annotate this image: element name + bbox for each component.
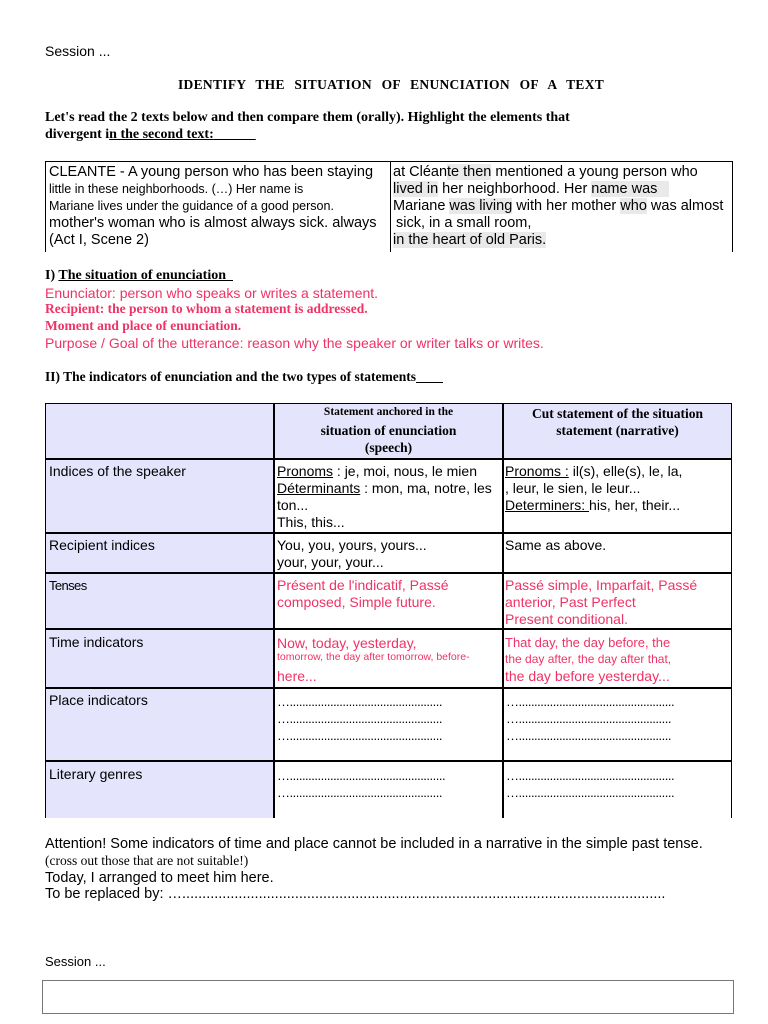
tenses-narrative-line: Present conditional. (505, 611, 628, 627)
table-column-separator (502, 403, 504, 818)
recipient-narrative-line: Same as above. (505, 537, 607, 553)
enunciator-definition: Enunciator: person who speaks or writes a statement. (45, 285, 379, 301)
pronoms-label: Pronoms : (505, 463, 569, 479)
table-column-separator (273, 403, 275, 818)
place-narrative-blank[interactable]: …................................................. (506, 711, 671, 726)
pronoms-values: il(s), elle(s), le, la, (568, 463, 683, 479)
table-border-right (731, 403, 732, 818)
table-header-separator (45, 458, 732, 460)
genres-narrative-blank[interactable]: ….................................................. (506, 768, 675, 783)
instructions-line2 (45, 127, 256, 143)
attention-note: Attention! Some indicators of time and place cannot be included in a narrative in the simple past tense. (45, 836, 703, 852)
col2-header-line: (speech) (364, 440, 413, 455)
highlighted-text: name was (591, 181, 658, 197)
text-segment: was almost (646, 198, 724, 214)
text-segment: mentioned a young person who (491, 164, 698, 180)
left-text-line: mother's woman who is almost always sick. always (49, 215, 377, 231)
col3-header-line: Cut statement of the situation (532, 406, 703, 421)
table-border-top (45, 403, 732, 404)
left-text-line: little in these neighborhoods. (…) Her name is (49, 182, 304, 196)
genres-narrative-blank[interactable]: ….................................................. (506, 785, 675, 800)
place-speech-blank[interactable]: …................................................. (277, 694, 442, 709)
section2-title: II) The indicators of enunciation and the two types of statements (45, 369, 417, 384)
time-speech-line: Now, today, yesterday, (277, 635, 417, 651)
place-speech-blank[interactable]: …................................................. (277, 728, 442, 743)
table-row-separator (45, 687, 732, 689)
tenses-narrative-line: Passé simple, Imparfait, Passé (505, 577, 698, 593)
table-row-separator (45, 532, 732, 534)
right-text-line (393, 164, 698, 180)
text-segment: with her mother (512, 198, 621, 214)
example-sentence: Today, I arranged to meet him here. (45, 870, 274, 886)
recipient-speech-line: You, you, yours, yours... (277, 537, 427, 553)
section1-underline-tail (226, 268, 233, 283)
left-text-line: CLEANTE - A young person who has been staying (49, 164, 374, 180)
time-narrative-line: the day before yesterday... (505, 668, 670, 684)
section1-number: I) (45, 268, 59, 283)
right-text-line (393, 198, 723, 214)
section1-title: The situation of enunciation (58, 268, 226, 283)
table-border-left (45, 403, 46, 818)
col2-header-line: Statement anchored in the (323, 406, 454, 418)
session-label: Session ... (45, 43, 111, 59)
instructions-line1: Let's read the 2 texts below and then compare them (orally). Highlight the elements that (45, 110, 570, 125)
table-row-separator (45, 628, 732, 630)
footer-session-label: Session ... (45, 954, 106, 969)
determiners-label: Determiners: (505, 497, 590, 513)
recipient-definition: Recipient: the person to whom a statement is addressed. (45, 301, 368, 316)
speaker-speech-line (277, 463, 477, 480)
speaker-speech-line (277, 480, 492, 497)
attention-instruction: (cross out those that are not suitable!) (45, 853, 249, 868)
purpose-definition: Purpose / Goal of the utterance: reason why the speaker or writer talks or writes. (45, 335, 544, 351)
place-narrative-blank[interactable]: …................................................. (506, 728, 671, 743)
text-segment: her neighborhood. Her (438, 181, 592, 197)
text-segment: at Cléan (393, 164, 448, 180)
footer-box (42, 980, 734, 1014)
recipient-speech-line: your, your, your... (277, 554, 384, 570)
moment-definition: Moment and place of enunciation. (45, 318, 242, 333)
speaker-narrative-line (505, 463, 682, 480)
text-comparison-divider (390, 162, 391, 252)
time-narrative-line: the day after, the day after that, (505, 652, 672, 666)
text-segment: Mariane (393, 198, 450, 214)
right-text-line (393, 232, 546, 248)
left-text-line: Mariane lives under the guidance of a good person. (49, 199, 334, 213)
time-narrative-line: That day, the day before, the (505, 635, 671, 650)
tenses-speech-line: composed, Simple future. (277, 594, 436, 610)
row-label-speaker: Indices of the speaker (49, 463, 186, 479)
right-text-line (393, 181, 669, 197)
left-text-line: (Act I, Scene 2) (49, 232, 149, 248)
time-speech-line: tomorrow, the day after tomorrow, before- (277, 651, 470, 663)
determinants-label: Déterminants (277, 480, 361, 496)
row-label-time: Time indicators (49, 634, 144, 650)
speaker-speech-line: ton... (277, 497, 309, 513)
speaker-speech-line: This, this... (277, 514, 345, 530)
col3-header-line: statement (narrative) (556, 423, 679, 438)
highlighted-text: in the heart of old Paris. (393, 232, 547, 248)
instructions-underlined: n the second text: (109, 127, 214, 142)
place-narrative-blank[interactable]: ….................................................. (506, 694, 675, 709)
speaker-narrative-line: , leur, le sien, le leur... (505, 480, 641, 496)
highlighted-text: te then (447, 164, 492, 180)
highlight-tail (657, 181, 669, 197)
section2-heading (45, 369, 443, 385)
row-label-place: Place indicators (49, 692, 148, 708)
table-corner-cell (46, 404, 273, 458)
text-comparison-table (45, 161, 733, 252)
row-label-recipient: Recipient indices (49, 537, 155, 553)
highlighted-text: lived in (393, 181, 439, 197)
determiners-values: his, her, their... (589, 497, 681, 513)
section2-underline-tail (416, 369, 443, 384)
genres-speech-blank[interactable]: …................................................. (277, 785, 442, 800)
table-row-separator (45, 760, 732, 762)
section1-heading (45, 268, 233, 284)
instructions-text: divergent i (45, 127, 110, 142)
tenses-narrative-line: anterior, Past Perfect (505, 594, 636, 610)
tenses-speech-line: Présent de l'indicatif, Passé (277, 577, 449, 593)
col2-header-line: situation of enunciation (320, 423, 457, 438)
row-label-genres: Literary genres (49, 766, 143, 782)
pronoms-label: Pronoms (277, 463, 334, 479)
determinants-values: : mon, ma, notre, les (360, 480, 492, 496)
right-text-line: sick, in a small room, (396, 215, 532, 231)
highlighted-text: was living (449, 198, 513, 214)
highlighted-text: who (620, 198, 647, 214)
table-row-separator (45, 572, 732, 574)
instructions-underline-tail (214, 127, 256, 142)
page-title: IDENTIFY THE SITUATION OF ENUNCIATION OF A TEXT (178, 77, 605, 92)
pronoms-values: : je, moi, nous, le mien (333, 463, 477, 479)
row-label-tenses: Tenses (49, 578, 87, 593)
speaker-narrative-line (505, 497, 680, 514)
replacement-blank[interactable]: To be replaced by: …........................................................................................................................ (45, 886, 666, 902)
place-speech-blank[interactable]: …................................................. (277, 711, 442, 726)
time-speech-line: here... (277, 668, 317, 684)
genres-speech-blank[interactable]: ….................................................. (277, 768, 446, 783)
